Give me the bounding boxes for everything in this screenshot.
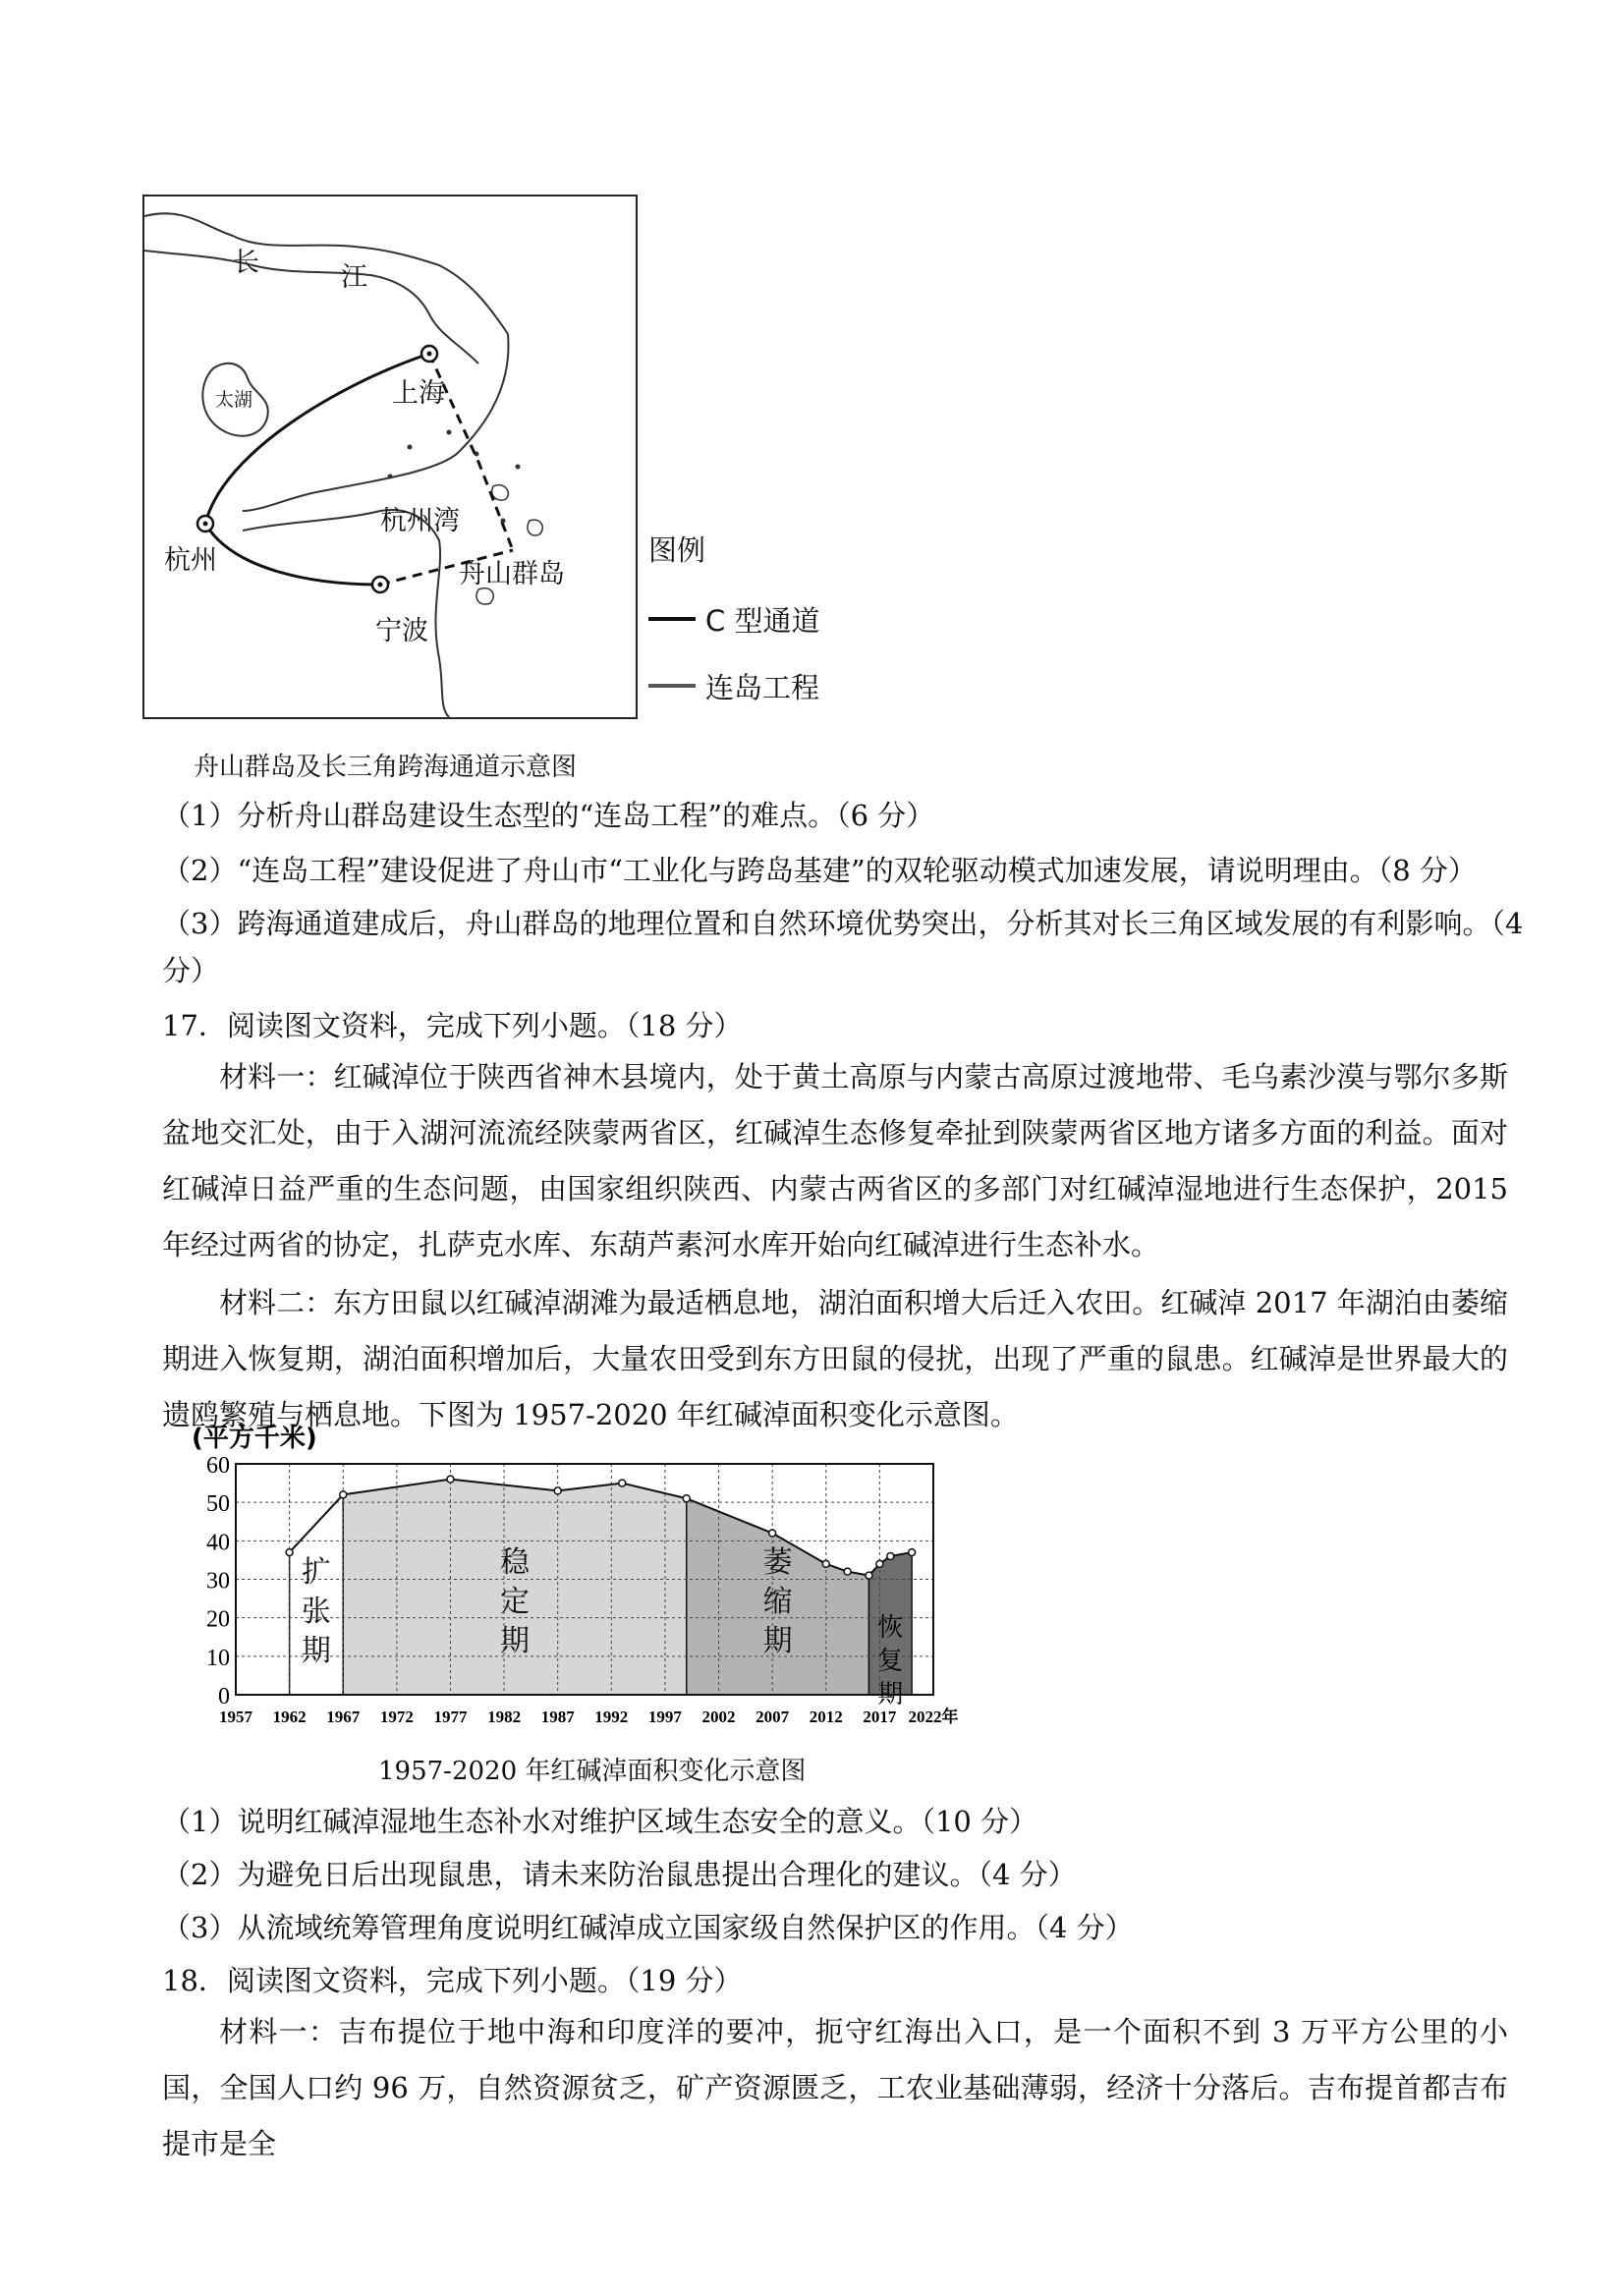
q16-part3b: 分） bbox=[162, 954, 220, 987]
map-label-ningbo: 宁波 bbox=[375, 616, 428, 646]
y-tick-label-3: 30 bbox=[206, 1568, 230, 1595]
svg-text:期: 期 bbox=[762, 1624, 793, 1658]
x-tick-label-5: 1982 bbox=[487, 1708, 522, 1726]
svg-text:稳: 稳 bbox=[500, 1545, 530, 1580]
map-label-jiang: 江 bbox=[341, 262, 367, 293]
q17-material1: 材料一：红碱淖位于陕西省神木县境内，处于黄土高原与内蒙古高原过渡地带、毛乌素沙漠与鄂尔多斯盆地交汇处，由于入湖河流流经陕蒙两省区，红碱淖生态修复牵扯到陕蒙两省区地方诸多方面的利益。面对红碱淖日益严重的生态问题，由国家组织陕西、内蒙古两省区的多部门对红碱淖湿地进行生态保护，2015 年经过两省的协定，扎萨克水库、东葫芦素河水库开始向红碱淖进行生态补水。 bbox=[162, 1060, 1508, 1261]
map-figure bbox=[142, 195, 638, 719]
map-label-zhoushan: 舟山群岛 bbox=[459, 559, 565, 589]
data-point-2 bbox=[447, 1476, 454, 1483]
svg-text:张: 张 bbox=[301, 1595, 331, 1629]
data-point-10 bbox=[876, 1560, 883, 1567]
q18-header: 18．阅读图文资料，完成下列小题。（19 分） bbox=[162, 1964, 743, 1997]
svg-text:定: 定 bbox=[500, 1585, 530, 1619]
q16-part1: （1）分析舟山群岛建设生态型的“连岛工程”的难点。（6 分） bbox=[162, 799, 935, 832]
x-tick-label-1: 1962 bbox=[272, 1708, 307, 1726]
svg-text:期: 期 bbox=[877, 1680, 904, 1709]
x-tick-label-2: 1967 bbox=[326, 1708, 361, 1726]
svg-text:期: 期 bbox=[500, 1624, 530, 1658]
data-point-7 bbox=[822, 1560, 829, 1567]
y-tick-label-2: 20 bbox=[206, 1606, 230, 1633]
q16-part3a: （3）跨海通道建成后，舟山群岛的地理位置和自然环境优势突出，分析其对长三角区域发展的有利影响。（4 bbox=[162, 907, 1524, 940]
y-axis-label: (平方千米) bbox=[192, 1424, 317, 1453]
data-point-1 bbox=[340, 1491, 347, 1498]
x-tick-label-0: 1957 bbox=[219, 1708, 252, 1726]
svg-text:缩: 缩 bbox=[762, 1585, 793, 1619]
map-label-hangzhouwan: 杭州湾 bbox=[380, 506, 460, 536]
x-tick-label-4: 1977 bbox=[433, 1708, 468, 1726]
q17-part2: （2）为避免日后出现鼠患，请未来防治鼠患提出合理化的建议。（4 分） bbox=[162, 1858, 1077, 1891]
data-point-11 bbox=[887, 1553, 894, 1560]
period-label-1 bbox=[500, 1545, 531, 1658]
svg-text:萎: 萎 bbox=[762, 1545, 793, 1580]
x-tick-label-9: 2002 bbox=[701, 1708, 736, 1726]
data-point-5 bbox=[683, 1495, 690, 1502]
data-point-8 bbox=[844, 1568, 851, 1575]
q17-material2: 材料二：东方田鼠以红碱淖湖滩为最适栖息地，湖泊面积增大后迁入农田。红碱淖 2017 年湖泊由萎缩期进入恢复期，湖泊面积增加后，大量农田受到东方田鼠的侵扰，出现了严重的鼠患。红碱淖是世界最大的遗鸥繁殖与栖息地。下图为 1957-2020 年红碱淖面积变化示意图。 bbox=[162, 1286, 1508, 1431]
x-tick-label-3: 1972 bbox=[379, 1708, 414, 1726]
x-tick-label-7: 1992 bbox=[594, 1708, 629, 1726]
data-point-12 bbox=[909, 1549, 916, 1556]
y-tick-label-0: 0 bbox=[218, 1684, 230, 1709]
period-label-2 bbox=[763, 1545, 793, 1658]
q17-header: 17．阅读图文资料，完成下列小题。（18 分） bbox=[162, 1009, 743, 1042]
q17-part1: （1）说明红碱淖湿地生态补水对维护区域生态安全的意义。（10 分） bbox=[162, 1805, 1038, 1838]
x-tick-label-10: 2007 bbox=[756, 1708, 790, 1726]
x-tick-label-6: 1987 bbox=[540, 1708, 575, 1726]
period-label-3 bbox=[877, 1613, 903, 1709]
legend-c-channel-label: C 型通道 bbox=[705, 604, 820, 638]
svg-text:期: 期 bbox=[301, 1634, 331, 1668]
y-tick-label-1: 10 bbox=[206, 1645, 230, 1671]
y-tick-label-5: 50 bbox=[206, 1491, 230, 1518]
legend-c-channel-swatch bbox=[648, 609, 698, 629]
data-point-3 bbox=[554, 1487, 561, 1494]
map-label-shanghai: 上海 bbox=[392, 378, 445, 409]
legend-island-link-label: 连岛工程 bbox=[705, 671, 820, 704]
x-tick-label-11: 2012 bbox=[809, 1708, 843, 1726]
x-tick-label-13: 2022年 bbox=[908, 1708, 959, 1726]
map-caption: 舟山群岛及长三角跨海通道示意图 bbox=[194, 753, 578, 782]
area-chart-svg bbox=[167, 1410, 973, 1734]
y-tick-label-4: 40 bbox=[206, 1530, 230, 1556]
q16-part2: （2）“连岛工程”建设促进了舟山市“工业化与跨岛基建”的双轮驱动模式加速发展，请说明理由。（8 分） bbox=[162, 854, 1477, 887]
chart-caption: 1957-2020 年红碱淖面积变化示意图 bbox=[378, 1757, 807, 1786]
map-label-chang: 长 bbox=[233, 248, 259, 278]
svg-text:恢: 恢 bbox=[877, 1613, 904, 1643]
data-point-9 bbox=[866, 1572, 872, 1579]
svg-text:扩: 扩 bbox=[301, 1555, 331, 1590]
y-tick-label-6: 60 bbox=[206, 1453, 230, 1479]
map-label-taihu: 太湖 bbox=[215, 389, 253, 411]
legend-title: 图例 bbox=[648, 533, 706, 567]
q18-material1: 材料一：吉布提位于地中海和印度洋的要冲，扼守红海出入口，是一个面积不到 3 万平方公里的小国，全国人口约 96 万，自然资源贫乏，矿产资源匮乏，工农业基础薄弱，经济十分落后。吉布提首都吉布提市是全 bbox=[162, 2015, 1508, 2160]
q17-part3: （3）从流域统筹管理角度说明红碱淖成立国家级自然保护区的作用。（4 分） bbox=[162, 1911, 1134, 1944]
legend-island-link-swatch bbox=[648, 676, 698, 696]
svg-text:复: 复 bbox=[877, 1647, 904, 1676]
period-label-0 bbox=[302, 1555, 331, 1668]
map-label-hangzhou: 杭州 bbox=[164, 545, 217, 576]
x-tick-label-8: 1997 bbox=[647, 1708, 682, 1726]
data-point-6 bbox=[769, 1530, 776, 1537]
area-chart bbox=[167, 1410, 973, 1738]
data-point-4 bbox=[619, 1480, 626, 1486]
x-tick-label-12: 2017 bbox=[863, 1708, 897, 1726]
data-point-0 bbox=[286, 1549, 293, 1556]
